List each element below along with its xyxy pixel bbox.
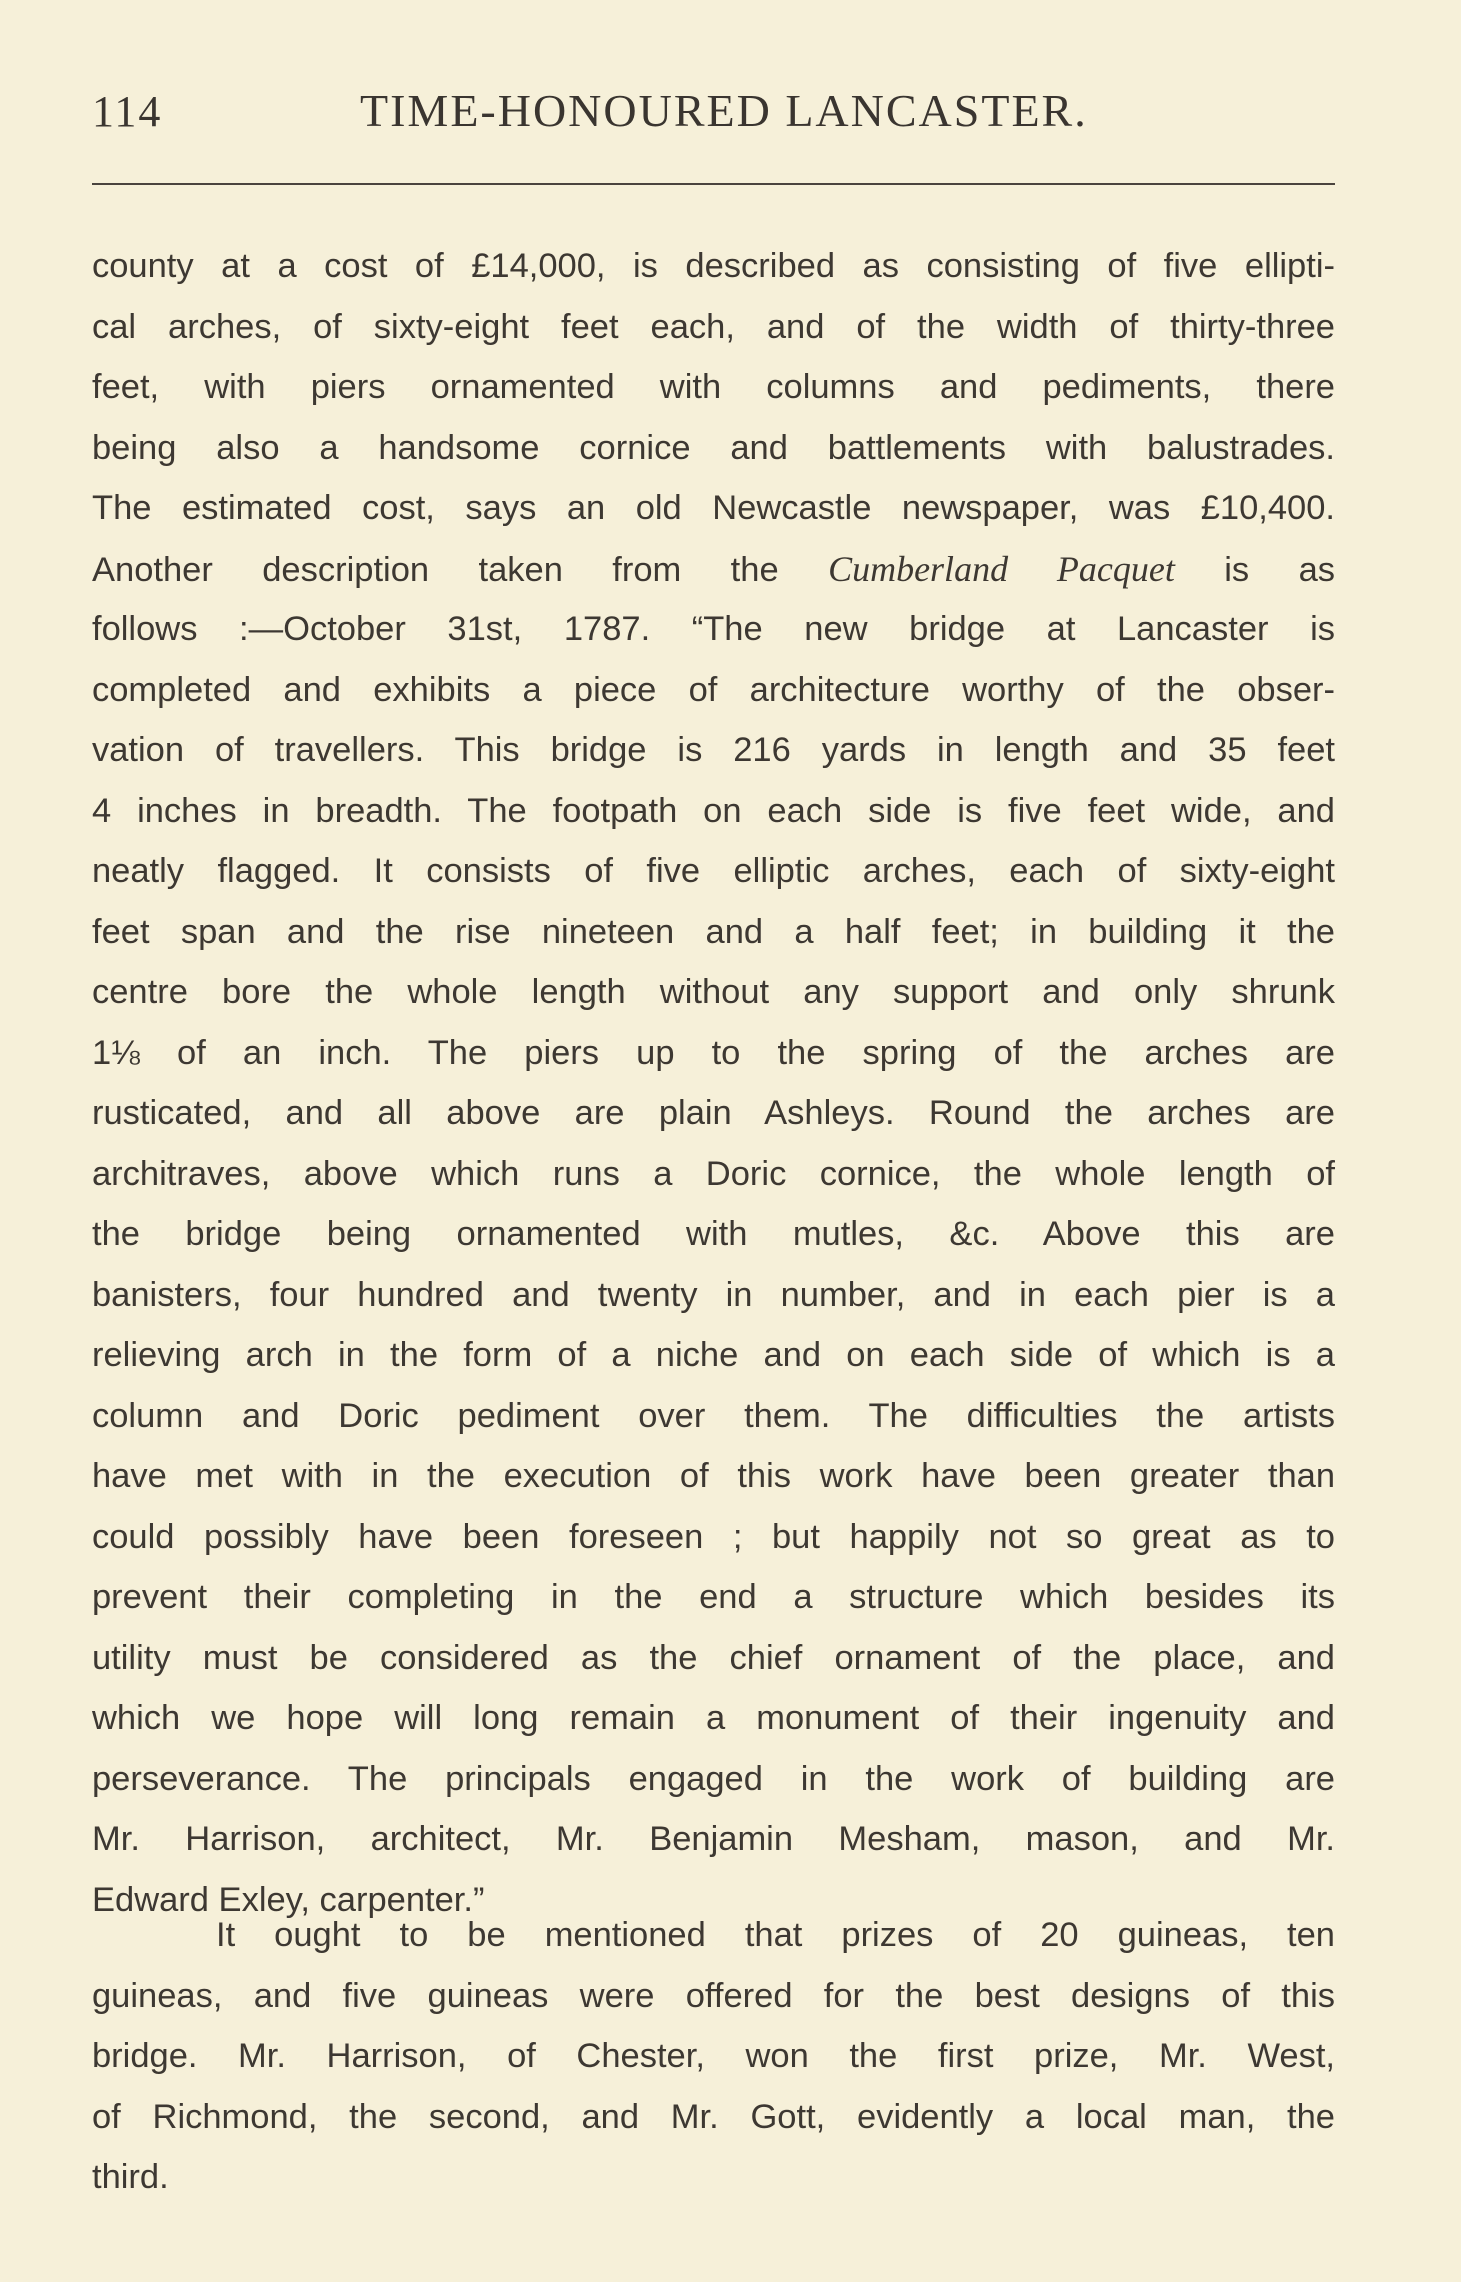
text-line [92,539,1335,600]
text-line: could possibly have been foreseen ; but happily not so great as to [92,1517,1335,1556]
text-line: column and Doric pediment over them. The difficulties the artists [92,1396,1335,1435]
text-line: relieving arch in the form of a niche and on each side of which is a [92,1336,1335,1374]
text-line: Mr. Harrison, architect, Mr. Benjamin Mesham, mason, and Mr. [92,1820,1335,1858]
text-line: prevent their completing in the end a structure which besides its [92,1578,1335,1616]
page-number: 114 [92,87,163,136]
text-line: bridge. Mr. Harrison, of Chester, won the first prize, Mr. West, [92,2037,1335,2075]
text-line: The estimated cost, says an old Newcastle newspaper, was £10,400. [92,489,1335,527]
text-line: guineas, and five guineas were offered for the best designs of this [92,1976,1335,2015]
text-line: completed and exhibits a piece of architecture worthy of the obser- [92,670,1335,709]
text-line: the bridge being ornamented with mutles, &c. Above this are [92,1215,1335,1253]
text-line: Edward Exley, carpenter.” [92,1880,485,1919]
paragraph-1 [92,236,1335,1930]
text-line: feet, with piers ornamented with columns and pediments, there [92,368,1335,406]
text-line: neatly flagged. It consists of five elliptic arches, each of sixty-eight [92,852,1335,890]
text-line: which we hope will long remain a monument of their ingenuity and [92,1699,1335,1737]
text-fragment: Another description taken from the [92,550,829,589]
paragraph-2 [92,1905,1335,2208]
text-line: being also a handsome cornice and battlements with balustrades. [92,428,1335,467]
text-line: cal arches, of sixty-eight feet each, and of the width of thirty-three [92,307,1335,346]
text-line: have met with in the execution of this work have been greater than [92,1457,1335,1495]
text-line: banisters, four hundred and twenty in number, and in each pier is a [92,1275,1335,1314]
running-title: TIME-HONOURED LANCASTER. [360,85,1088,136]
text-line: feet span and the rise nineteen and a half feet; in building it the [92,912,1335,951]
text-line: vation of travellers. This bridge is 216 yards in length and 35 feet [92,731,1335,769]
text-line: 4 inches in breadth. The footpath on each side is five feet wide, and [92,791,1335,830]
text-line: rusticated, and all above are plain Ashleys. Round the arches are [92,1094,1335,1132]
text-line: utility must be considered as the chief ornament of the place, and [92,1638,1335,1677]
text-line: centre bore the whole length without any support and only shrunk [92,973,1335,1011]
header-rule [92,183,1335,185]
text-fragment: is as [1174,550,1336,589]
text-line: 1⅛ of an inch. The piers up to the spring of the arches are [92,1033,1335,1072]
text-line: county at a cost of £14,000, is described as consisting of five ellipti- [92,247,1335,285]
text-line: perseverance. The principals engaged in the work of building are [92,1759,1335,1798]
text-line: follows :—October 31st, 1787. “The new bridge at Lancaster is [92,610,1335,648]
text-line: architraves, above which runs a Doric cornice, the whole length of [92,1154,1335,1193]
text-line: It ought to be mentioned that prizes of 20 guineas, ten [216,1916,1335,1954]
text-line: third. [92,2158,169,2196]
periodical-title: Cumberland Pacquet [828,548,1175,589]
text-line: of Richmond, the second, and Mr. Gott, evidently a local man, the [92,2097,1335,2136]
